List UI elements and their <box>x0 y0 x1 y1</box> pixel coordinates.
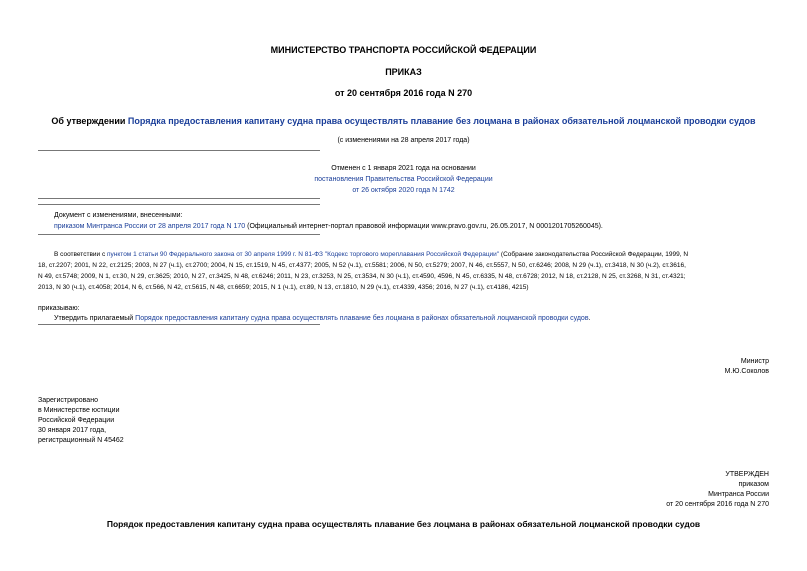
basis-line1-rest: (Собрание законодательства Российской Федерации, 1999, N <box>499 251 689 258</box>
approved-line-3: Минтранса России <box>708 491 769 498</box>
approved-line-1: УТВЕРЖДЕН <box>725 471 769 478</box>
annex-title: Порядок предоставления капитану судна права осуществлять плавание без лоцмана в районах обязательной лоцманской проводки судов <box>106 519 701 529</box>
ministry-heading: МИНИСТЕРСТВО ТРАНСПОРТА РОССИЙСКОЙ ФЕДЕРАЦИИ <box>270 45 537 55</box>
approve-line <box>54 313 591 324</box>
signature-name: М.Ю.Соколов <box>724 368 769 375</box>
registration-line-2: в Министерстве юстиции <box>38 407 120 414</box>
approve-link[interactable]: Порядок предоставления капитану судна права осуществлять плавание без лоцмана в районах обязательной лоцманской проводки судов <box>135 315 589 322</box>
document-title <box>0 116 807 126</box>
approve-prefix: Утвердить прилагаемый <box>54 315 136 322</box>
rule-5 <box>38 324 320 325</box>
amendment-note: (с изменениями на 28 апреля 2017 года) <box>337 137 470 144</box>
rule-4 <box>38 234 320 235</box>
registration-line-5: регистрационный N 45462 <box>38 437 124 444</box>
changes-rest: (Официальный интернет-портал правовой информации www.pravo.gov.ru, 26.05.2017, N 0001201705260045). <box>245 223 603 230</box>
basis-line-2: 18, ст.2207; 2001, N 22, ст.2125; 2003, N 27 (ч.1), ст.2700; 2004, N 15, ст.1519, N 45, ст.4377; 2005, N 52 (ч.1), ст.5581; 2006, N 50, ст.5279; 2007, N 46, ст.5557, N 50, ст.6246; 2008, N 29 (ч.1), ст.3418, N 30 (ч.2), ст.3616, <box>38 262 686 269</box>
basis-link[interactable]: пунктом 1 статьи 90 Федерального закона от 30 апреля 1999 г. N 81-ФЗ "Кодекс торгового мореплавания Российской Федерации" <box>107 251 500 258</box>
changes-label: Документ с изменениями, внесенными: <box>54 212 183 219</box>
rule-3 <box>38 204 320 205</box>
doc-date-heading: от 20 сентября 2016 года N 270 <box>334 88 473 98</box>
order-word: приказываю: <box>38 305 80 312</box>
approve-suffix: . <box>588 315 591 322</box>
rule-2 <box>38 198 320 199</box>
approved-line-2: приказом <box>738 481 769 488</box>
registration-line-3: Российской Федерации <box>38 417 115 424</box>
approved-line-4: от 20 сентября 2016 года N 270 <box>666 501 769 508</box>
title-link[interactable]: Порядка предоставления капитану судна права осуществлять плавание без лоцмана в районах обязательной лоцманской проводки судов <box>127 116 756 126</box>
cancel-link-1[interactable]: постановления Правительства Российской Федерации <box>314 176 493 183</box>
rule-1 <box>38 150 320 151</box>
basis-line-1 <box>54 250 688 261</box>
basis-line-3: N 49, ст.5748; 2009, N 1, ст.30, N 29, ст.3625; 2010, N 27, ст.3425, N 48, ст.6246; 2011, N 23, ст.3253, N 25, ст.3534, N 30 (ч.1), ст.4590, 4596, N 45, ст.6335, N 48, ст.6728; 2012, N 18, ст.2128, N 25, ст.3268, N 31, ст.4321; <box>38 273 686 280</box>
registration-line-4: 30 января 2017 года, <box>38 427 107 434</box>
registration-line-1: Зарегистрировано <box>38 397 98 404</box>
doc-type-heading: ПРИКАЗ <box>385 67 422 77</box>
basis-prefix: В соответствии с <box>54 251 108 258</box>
changes-line <box>54 221 603 232</box>
title-prefix: Об утверждении <box>51 116 128 126</box>
changes-link[interactable]: приказом Минтранса России от 28 апреля 2017 года N 170 <box>54 223 246 230</box>
signature-position: Министр <box>740 358 769 365</box>
basis-line-4: 2013, N 30 (ч.1), ст.4058; 2014, N 6, ст.566, N 42, ст.5615, N 48, ст.6659; 2015, N 1 (ч.1), ст.89, N 13, ст.1810, N 29 (ч.1), ст.4339, 4356; 2016, N 27 (ч.1), ст.4186, 4215) <box>38 284 529 291</box>
cancel-line-1: Отменен с 1 января 2021 года на основании <box>331 165 476 172</box>
cancel-link-2[interactable]: от 26 октября 2020 года N 1742 <box>352 187 455 194</box>
